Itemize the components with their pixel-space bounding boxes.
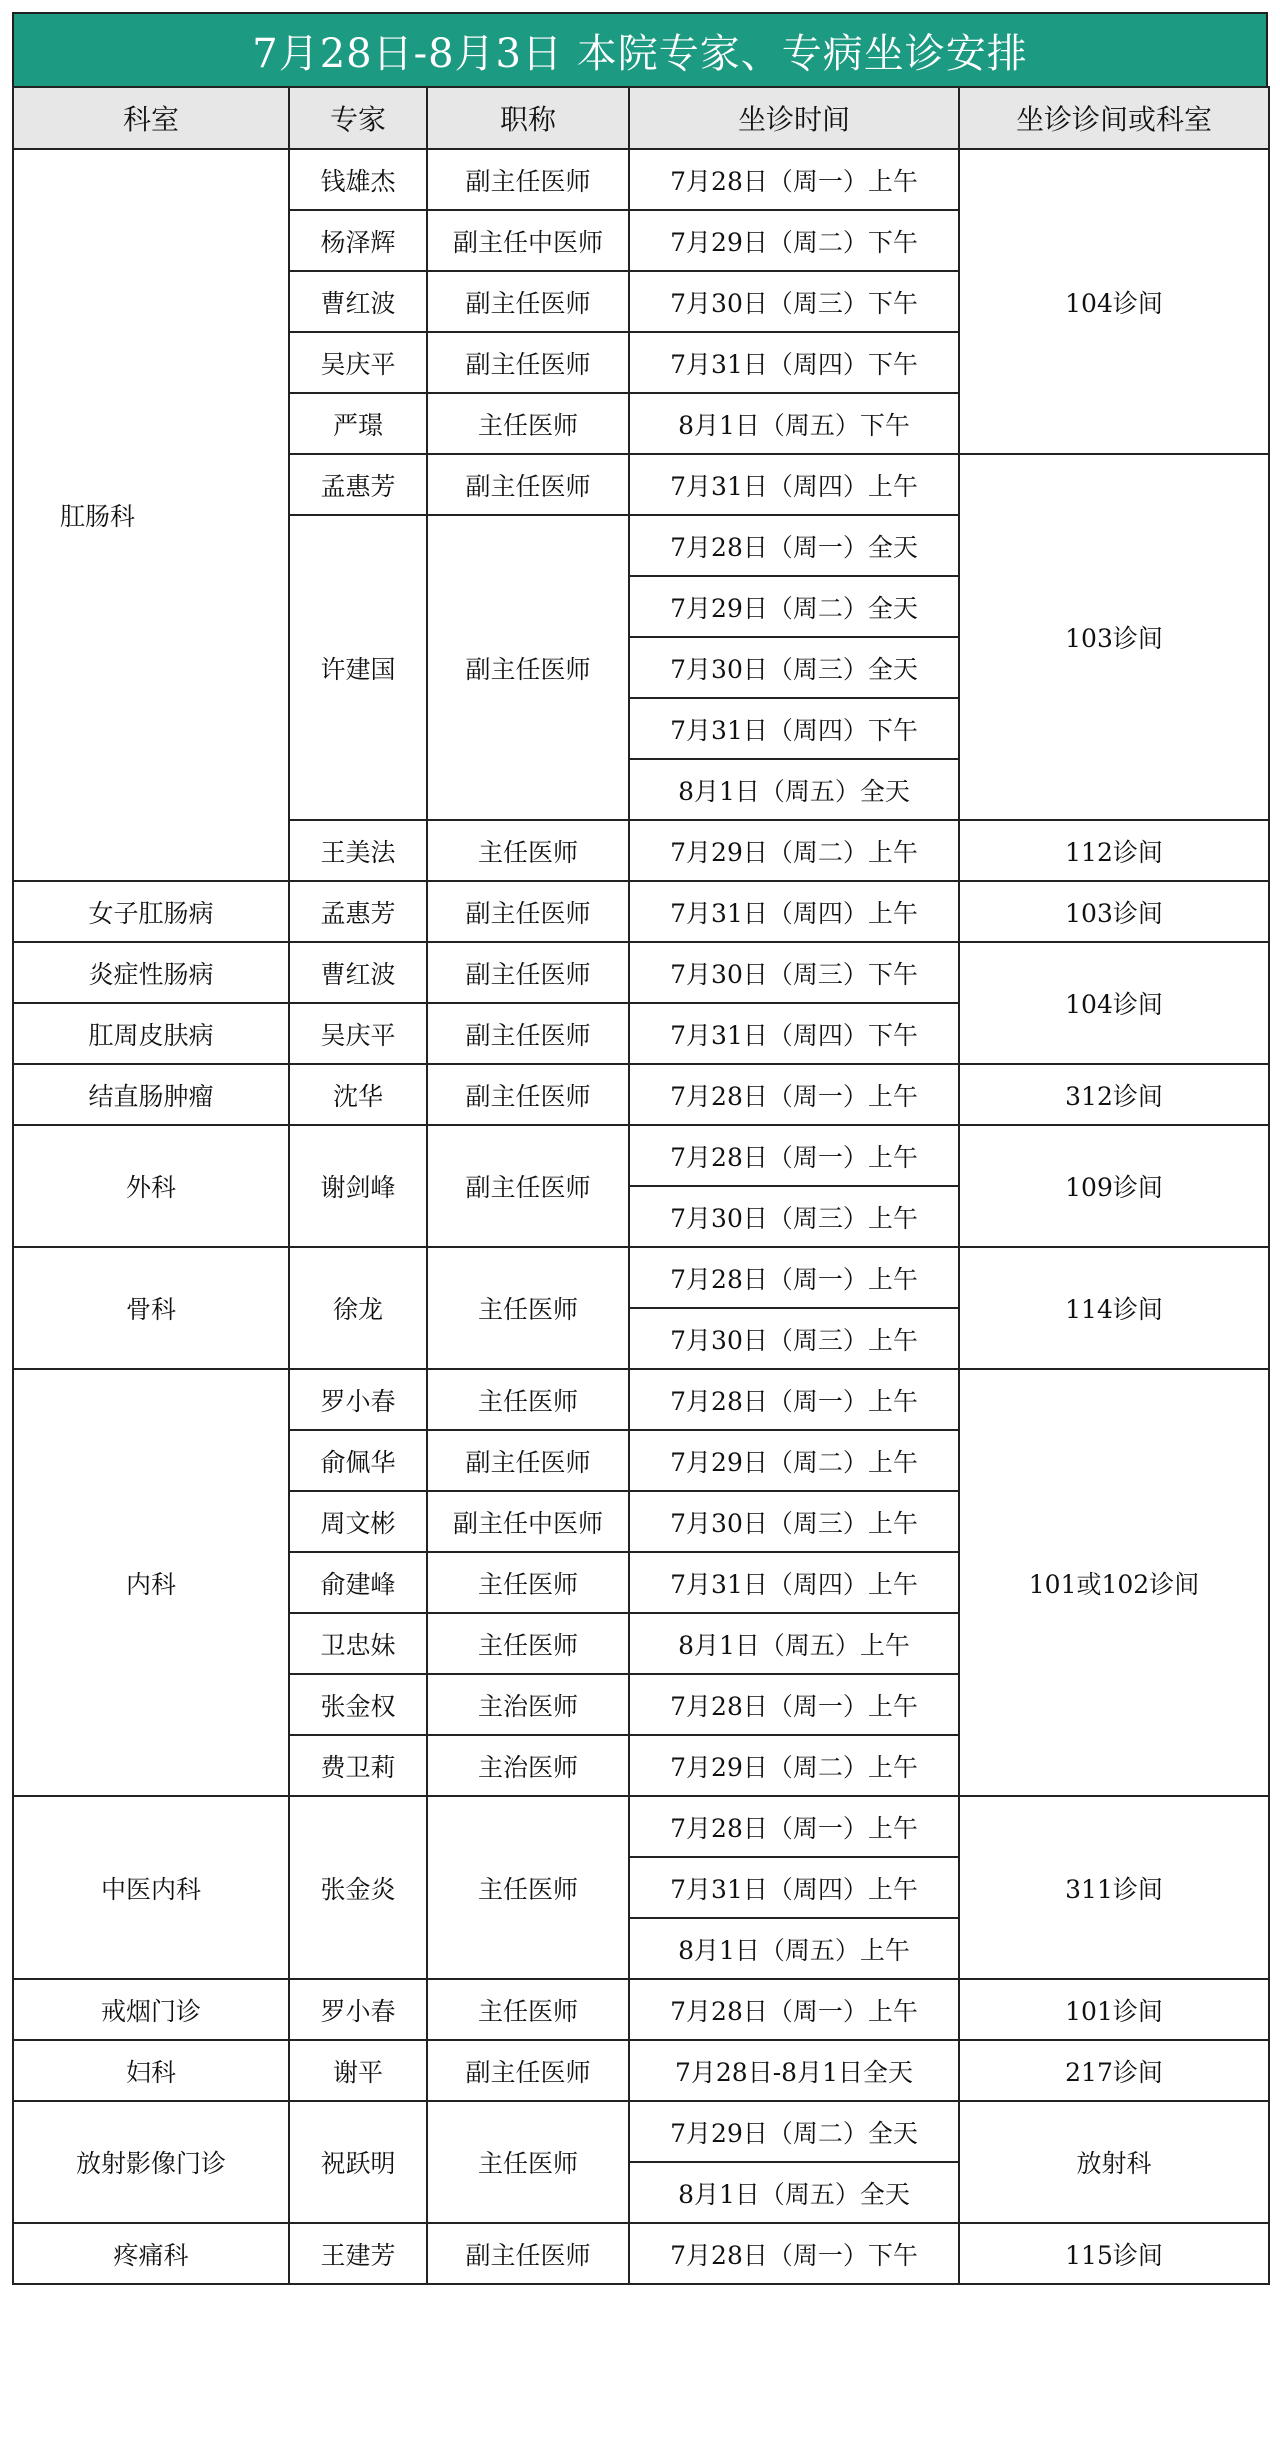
dept-cell: 外科 (13, 1125, 289, 1247)
time-cell: 7月30日（周三）下午 (629, 942, 959, 1003)
room-cell: 217诊间 (959, 2040, 1269, 2101)
expert-cell: 杨泽辉 (289, 210, 427, 271)
expert-cell: 徐龙 (289, 1247, 427, 1369)
time-cell: 7月31日（周四）上午 (629, 881, 959, 942)
dept-cell: 女子肛肠病 (13, 881, 289, 942)
rank-cell: 副主任医师 (427, 2040, 629, 2101)
table-row (13, 149, 1269, 210)
time-cell: 8月1日（周五）上午 (629, 1918, 959, 1979)
expert-cell: 许建国 (289, 515, 427, 820)
expert-cell: 谢平 (289, 2040, 427, 2101)
expert-cell: 吴庆平 (289, 1003, 427, 1064)
rank-cell: 副主任医师 (427, 454, 629, 515)
room-cell: 104诊间 (959, 942, 1269, 1064)
time-cell: 8月1日（周五）全天 (629, 759, 959, 820)
expert-cell: 周文彬 (289, 1491, 427, 1552)
time-cell: 7月29日（周二）上午 (629, 1735, 959, 1796)
room-cell: 103诊间 (959, 881, 1269, 942)
dept-cell: 肛肠科 (13, 149, 289, 881)
expert-cell: 罗小春 (289, 1979, 427, 2040)
time-cell: 7月30日（周三）下午 (629, 271, 959, 332)
header-dept: 科室 (13, 87, 289, 149)
time-cell: 7月28日（周一）上午 (629, 1247, 959, 1308)
table-row (13, 2040, 1269, 2101)
header-expert: 专家 (289, 87, 427, 149)
rank-cell: 主任医师 (427, 1247, 629, 1369)
expert-cell: 俞佩华 (289, 1430, 427, 1491)
time-cell: 7月28日-8月1日全天 (629, 2040, 959, 2101)
table-row (13, 2101, 1269, 2162)
time-cell: 7月28日（周一）全天 (629, 515, 959, 576)
table-row (13, 1796, 1269, 1857)
table-row (13, 1979, 1269, 2040)
rank-cell: 主任医师 (427, 1369, 629, 1430)
time-cell: 7月31日（周四）下午 (629, 332, 959, 393)
dept-cell: 结直肠肿瘤 (13, 1064, 289, 1125)
time-cell: 7月28日（周一）上午 (629, 1796, 959, 1857)
dept-cell: 中医内科 (13, 1796, 289, 1979)
room-cell: 115诊间 (959, 2223, 1269, 2284)
table-row (13, 2223, 1269, 2284)
dept-cell: 戒烟门诊 (13, 1979, 289, 2040)
time-cell: 7月28日（周一）上午 (629, 1125, 959, 1186)
room-cell: 103诊间 (959, 454, 1269, 820)
rank-cell: 副主任医师 (427, 1003, 629, 1064)
table-row (13, 942, 1269, 1003)
page-title: 7月28日-8月3日 本院专家、专病坐诊安排 (12, 12, 1268, 86)
dept-cell: 放射影像门诊 (13, 2101, 289, 2223)
expert-cell: 张金炎 (289, 1796, 427, 1979)
rank-cell: 副主任中医师 (427, 1491, 629, 1552)
expert-cell: 严璟 (289, 393, 427, 454)
table-row (13, 1064, 1269, 1125)
time-cell: 8月1日（周五）上午 (629, 1613, 959, 1674)
rank-cell: 副主任医师 (427, 942, 629, 1003)
dept-cell: 肛周皮肤病 (13, 1003, 289, 1064)
table-row (13, 881, 1269, 942)
table-row (13, 1247, 1269, 1308)
rank-cell: 主任医师 (427, 1979, 629, 2040)
time-cell: 7月29日（周二）上午 (629, 820, 959, 881)
expert-cell: 俞建峰 (289, 1552, 427, 1613)
header-rank: 职称 (427, 87, 629, 149)
schedule-table (12, 86, 1270, 2285)
room-cell: 312诊间 (959, 1064, 1269, 1125)
expert-cell: 孟惠芳 (289, 454, 427, 515)
expert-cell: 孟惠芳 (289, 881, 427, 942)
time-cell: 7月30日（周三）上午 (629, 1186, 959, 1247)
expert-cell: 沈华 (289, 1064, 427, 1125)
time-cell: 7月31日（周四）下午 (629, 698, 959, 759)
rank-cell: 副主任医师 (427, 332, 629, 393)
rank-cell: 副主任医师 (427, 1125, 629, 1247)
rank-cell: 主治医师 (427, 1674, 629, 1735)
rank-cell: 主任医师 (427, 1796, 629, 1979)
rank-cell: 主治医师 (427, 1735, 629, 1796)
time-cell: 7月29日（周二）全天 (629, 576, 959, 637)
rank-cell: 副主任医师 (427, 881, 629, 942)
time-cell: 7月28日（周一）下午 (629, 2223, 959, 2284)
rank-cell: 副主任医师 (427, 1430, 629, 1491)
expert-cell: 王建芳 (289, 2223, 427, 2284)
room-cell: 114诊间 (959, 1247, 1269, 1369)
expert-cell: 祝跃明 (289, 2101, 427, 2223)
header-row (13, 87, 1269, 149)
table-row (13, 1125, 1269, 1186)
time-cell: 7月29日（周二）全天 (629, 2101, 959, 2162)
room-cell: 放射科 (959, 2101, 1269, 2223)
time-cell: 7月30日（周三）全天 (629, 637, 959, 698)
expert-cell: 吴庆平 (289, 332, 427, 393)
time-cell: 7月29日（周二）下午 (629, 210, 959, 271)
time-cell: 8月1日（周五）全天 (629, 2162, 959, 2223)
time-cell: 7月28日（周一）上午 (629, 149, 959, 210)
time-cell: 7月31日（周四）上午 (629, 1857, 959, 1918)
expert-cell: 王美法 (289, 820, 427, 881)
time-cell: 7月30日（周三）上午 (629, 1491, 959, 1552)
time-cell: 8月1日（周五）下午 (629, 393, 959, 454)
expert-cell: 谢剑峰 (289, 1125, 427, 1247)
dept-cell: 炎症性肠病 (13, 942, 289, 1003)
rank-cell: 副主任医师 (427, 149, 629, 210)
rank-cell: 副主任医师 (427, 1064, 629, 1125)
time-cell: 7月30日（周三）上午 (629, 1308, 959, 1369)
time-cell: 7月28日（周一）上午 (629, 1369, 959, 1430)
time-cell: 7月28日（周一）上午 (629, 1979, 959, 2040)
time-cell: 7月31日（周四）下午 (629, 1003, 959, 1064)
time-cell: 7月28日（周一）上午 (629, 1674, 959, 1735)
dept-cell: 疼痛科 (13, 2223, 289, 2284)
dept-cell: 内科 (13, 1369, 289, 1796)
time-cell: 7月31日（周四）上午 (629, 454, 959, 515)
time-cell: 7月31日（周四）上午 (629, 1552, 959, 1613)
room-cell: 101或102诊间 (959, 1369, 1269, 1796)
rank-cell: 主任医师 (427, 393, 629, 454)
expert-cell: 费卫莉 (289, 1735, 427, 1796)
rank-cell: 副主任医师 (427, 271, 629, 332)
table-row (13, 1369, 1269, 1430)
room-cell: 101诊间 (959, 1979, 1269, 2040)
room-cell: 112诊间 (959, 820, 1269, 881)
room-cell: 311诊间 (959, 1796, 1269, 1979)
rank-cell: 副主任医师 (427, 2223, 629, 2284)
expert-cell: 钱雄杰 (289, 149, 427, 210)
rank-cell: 副主任中医师 (427, 210, 629, 271)
rank-cell: 主任医师 (427, 820, 629, 881)
expert-cell: 曹红波 (289, 942, 427, 1003)
expert-cell: 卫忠妹 (289, 1613, 427, 1674)
expert-cell: 罗小春 (289, 1369, 427, 1430)
header-time: 坐诊时间 (629, 87, 959, 149)
rank-cell: 主任医师 (427, 1552, 629, 1613)
dept-cell: 妇科 (13, 2040, 289, 2101)
header-room: 坐诊诊间或科室 (959, 87, 1269, 149)
expert-cell: 张金权 (289, 1674, 427, 1735)
time-cell: 7月29日（周二）上午 (629, 1430, 959, 1491)
rank-cell: 主任医师 (427, 2101, 629, 2223)
schedule-frame (12, 12, 1268, 2285)
dept-cell: 骨科 (13, 1247, 289, 1369)
rank-cell: 副主任医师 (427, 515, 629, 820)
rank-cell: 主任医师 (427, 1613, 629, 1674)
room-cell: 104诊间 (959, 149, 1269, 454)
room-cell: 109诊间 (959, 1125, 1269, 1247)
time-cell: 7月28日（周一）上午 (629, 1064, 959, 1125)
expert-cell: 曹红波 (289, 271, 427, 332)
